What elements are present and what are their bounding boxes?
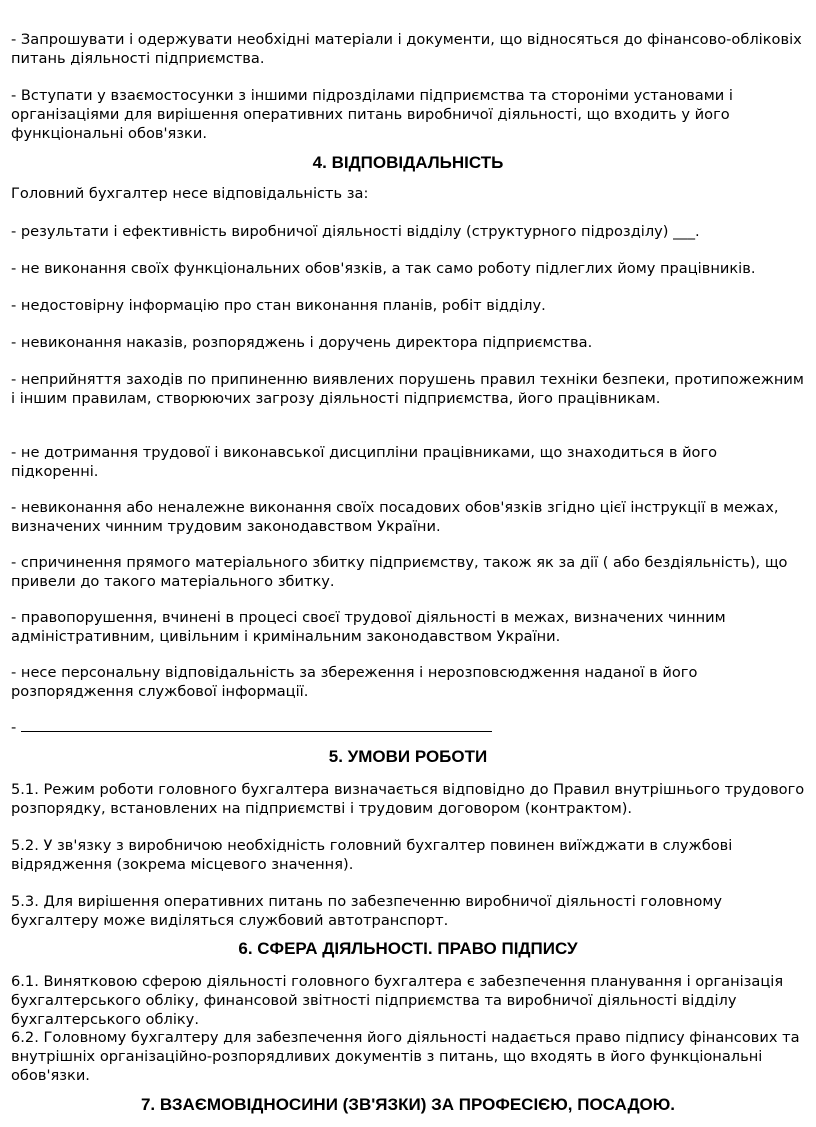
paragraph-text: - результати і ефективність виробничої діяльності відділу (структурного підрозділу) ___. bbox=[11, 223, 700, 240]
list-item bbox=[11, 892, 809, 930]
paragraph-text: 5.1. Режим роботи головного бухгалтера визначається відповідно до Правил внутрішнього трудового розпорядку, встановлених на підприємстві і трудовим договором (контрактом). bbox=[11, 781, 805, 817]
list-item bbox=[11, 443, 809, 481]
blank-line-item bbox=[11, 718, 809, 737]
list-item bbox=[11, 259, 809, 278]
paragraph-text: Головний бухгалтер несе відповідальність за: bbox=[11, 185, 369, 202]
paragraph-text: - спричинення прямого матеріального збитку підприємству, також як за дії ( або бездіяльність), що привели до такого матеріального збитку. bbox=[11, 554, 788, 590]
paragraph-text: - невиконання або неналежне виконання своїх посадових обов'язків згідно цієї інструкції в межах, визначених чинним трудовим законодавством України. bbox=[11, 499, 779, 535]
list-item bbox=[11, 836, 809, 874]
list-item bbox=[11, 663, 809, 701]
list-item bbox=[11, 296, 809, 315]
paragraph-text: - невиконання наказів, розпоряджень і доручень директора підприємства. bbox=[11, 334, 593, 351]
paragraph-text: - Вступати у взаємостосунки з іншими підрозділами підприємства та стороніми установами і організаціями для вирішення оперативних питань виробничої діяльності, що входить у його функціональні обов'язки. bbox=[11, 87, 733, 142]
list-item bbox=[11, 370, 809, 408]
paragraph-text: 6.2. Головному бухгалтеру для забезпечення його діяльності надається право підпису фінансових та внутрішніх організаційно-розпорядливих документів з питань, що входять в його функціональні обов'язки. bbox=[11, 1029, 800, 1084]
list-item bbox=[11, 608, 809, 646]
list-item bbox=[11, 222, 809, 241]
section-heading-7: 7. ВЗАЄМОВІДНОСИНИ (ЗВ'ЯЗКИ) ЗА ПРОФЕСІЄЮ, ПОСАДОЮ. bbox=[140, 1095, 676, 1114]
section-heading-6: 6. СФЕРА ДІЯЛЬНОСТІ. ПРАВО ПІДПИСУ bbox=[238, 939, 578, 958]
paragraph bbox=[11, 972, 809, 1029]
section-heading-4: 4. ВІДПОВІДАЛЬНІСТЬ bbox=[312, 153, 504, 172]
paragraph-text: - Запрошувати і одержувати необхідні матеріали і документи, що відносяться до фінансово-обліковіх питань діяльності підприємства. bbox=[11, 31, 802, 67]
paragraph-text: - правопорушення, вчинені в процесі своєї трудової діяльності в межах, визначених чинним адміністративним, цивільним і кримінальним законодавством України. bbox=[11, 609, 726, 645]
paragraph-text: - не дотримання трудової і виконавської дисципліни працівниками, що знаходиться в його підкоренні. bbox=[11, 444, 718, 480]
dash: - bbox=[11, 719, 17, 736]
paragraph bbox=[11, 30, 809, 68]
paragraph-text: - неприйняття заходів по припиненню виявлених порушень правил техніки безпеки, протипожежним і іншим правилам, створюючих загрозу діяльності підприємства, його працівникам. bbox=[11, 371, 804, 407]
paragraph-text: - не виконання своїх функціональних обов'язків, а так само роботу підлеглих йому працівників. bbox=[11, 260, 756, 277]
paragraph-text: 5.3. Для вирішення оперативних питань по забезпеченню виробничої діяльності головному бухгалтеру може виділяться службовий автотранспорт. bbox=[11, 893, 723, 929]
list-item bbox=[11, 333, 809, 352]
list-item bbox=[11, 498, 809, 536]
list-item bbox=[11, 553, 809, 591]
paragraph-text: - недостовірну інформацію про стан виконання планів, робіт відділу. bbox=[11, 297, 546, 314]
blank-underline bbox=[21, 719, 492, 732]
section-heading-5: 5. УМОВИ РОБОТИ bbox=[328, 747, 488, 766]
paragraph bbox=[11, 86, 809, 143]
paragraph-text: - несе персональну відповідальність за збереження і нерозповсюдження наданої в його розпорядження службової інформації. bbox=[11, 664, 698, 700]
paragraph bbox=[11, 1028, 809, 1085]
list-item bbox=[11, 780, 809, 818]
paragraph-text: 5.2. У зв'язку з виробничою необхідність головний бухгалтер повинен виїжджати в службові відрядження (зокрема місцевого значення). bbox=[11, 837, 733, 873]
section-intro bbox=[11, 184, 809, 203]
paragraph-text: 6.1. Винятковою сферою діяльності головного бухгалтера є забезпечення планування і організація бухгалтерського обліку, финансовой звітності підприємства та виробничої діяльності відділу бухгалтерського обліку. bbox=[11, 973, 784, 1028]
